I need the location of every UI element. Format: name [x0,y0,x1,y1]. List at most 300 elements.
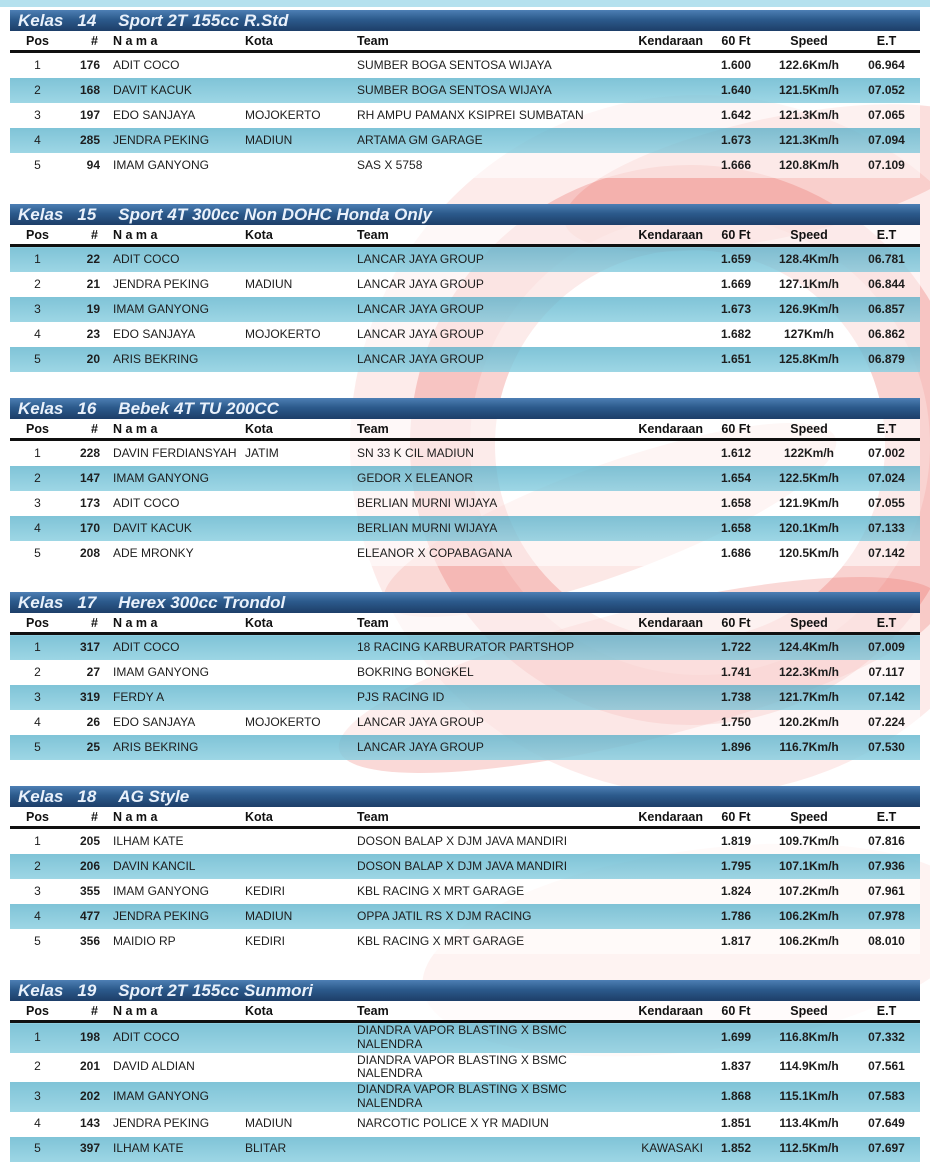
number-cell: 355 [65,879,113,904]
number-cell: 198 [65,1022,113,1053]
60ft-cell: 1.868 [707,1082,765,1112]
speed-cell: 122.5Km/h [765,466,853,491]
speed-cell: 115.1Km/h [765,1082,853,1112]
team-cell: KBL RACING X MRT GARAGE [357,929,607,954]
60ft-cell: 1.851 [707,1112,765,1137]
column-header: Speed [765,31,853,52]
et-cell: 07.816 [853,828,920,855]
vehicle-cell [607,710,707,735]
column-header: # [65,613,113,634]
column-header: 60 Ft [707,31,765,52]
team-cell: DIANDRA VAPOR BLASTING X BSMC NALENDRA [357,1022,607,1053]
class-title: Bebek 4T TU 200CC [118,399,279,418]
vehicle-cell: KAWASAKI [607,1137,707,1162]
pos-cell: 4 [10,1112,65,1137]
vehicle-cell [607,516,707,541]
pos-cell: 3 [10,297,65,322]
speed-cell: 124.4Km/h [765,634,853,661]
pos-cell: 5 [10,929,65,954]
city-cell [245,52,357,79]
pos-cell: 2 [10,78,65,103]
city-cell [245,660,357,685]
result-row [10,1137,920,1162]
vehicle-cell [607,246,707,273]
name-cell: JENDRA PEKING [113,1112,245,1137]
column-header: Speed [765,225,853,246]
pos-cell: 5 [10,153,65,178]
column-header: Pos [10,225,65,246]
column-header: E.T [853,419,920,440]
et-cell: 07.024 [853,466,920,491]
column-header: Speed [765,1001,853,1022]
column-header-row [10,419,920,440]
number-cell: 356 [65,929,113,954]
speed-cell: 116.8Km/h [765,1022,853,1053]
speed-cell: 120.8Km/h [765,153,853,178]
class-header-bar [10,204,920,225]
number-cell: 397 [65,1137,113,1162]
pos-cell: 2 [10,1053,65,1083]
result-row [10,153,920,178]
number-cell: 20 [65,347,113,372]
team-cell: DOSON BALAP X DJM JAVA MANDIRI [357,854,607,879]
city-cell: MADIUN [245,128,357,153]
column-header: Kendaraan [607,31,707,52]
pos-cell: 2 [10,854,65,879]
column-header: Kendaraan [607,225,707,246]
class-header-bar [10,592,920,613]
result-row [10,735,920,760]
city-cell [245,685,357,710]
column-header-row [10,225,920,246]
number-cell: 197 [65,103,113,128]
name-cell: IMAM GANYONG [113,660,245,685]
result-row [10,634,920,661]
team-cell: GEDOR X ELEANOR [357,466,607,491]
speed-cell: 121.3Km/h [765,128,853,153]
class-header-bar [10,398,920,419]
vehicle-cell [607,103,707,128]
city-cell [245,541,357,566]
team-cell: LANCAR JAYA GROUP [357,347,607,372]
team-cell: DOSON BALAP X DJM JAVA MANDIRI [357,828,607,855]
name-cell: FERDY A [113,685,245,710]
pos-cell: 4 [10,322,65,347]
column-header: E.T [853,1001,920,1022]
number-cell: 477 [65,904,113,929]
column-header: Kota [245,613,357,634]
60ft-cell: 1.686 [707,541,765,566]
city-cell [245,491,357,516]
pos-cell: 3 [10,103,65,128]
speed-cell: 122.3Km/h [765,660,853,685]
column-header: Kota [245,1001,357,1022]
pos-cell: 3 [10,685,65,710]
60ft-cell: 1.699 [707,1022,765,1053]
name-cell: ILHAM KATE [113,1137,245,1162]
column-header: Kota [245,225,357,246]
number-cell: 25 [65,735,113,760]
vehicle-cell [607,904,707,929]
team-cell: PJS RACING ID [357,685,607,710]
city-cell [245,246,357,273]
name-cell: IMAM GANYONG [113,297,245,322]
vehicle-cell [607,272,707,297]
result-row [10,929,920,954]
60ft-cell: 1.722 [707,634,765,661]
60ft-cell: 1.600 [707,52,765,79]
et-cell: 06.879 [853,347,920,372]
name-cell: ADIT COCO [113,634,245,661]
number-cell: 317 [65,634,113,661]
name-cell: JENDRA PEKING [113,904,245,929]
column-header: # [65,807,113,828]
city-cell [245,78,357,103]
et-cell: 07.961 [853,879,920,904]
et-cell: 07.332 [853,1022,920,1053]
name-cell: EDO SANJAYA [113,710,245,735]
class-results-table [10,980,920,1162]
class-title: Sport 2T 155cc Sunmori [118,981,313,1000]
city-cell: MADIUN [245,904,357,929]
speed-cell: 122Km/h [765,440,853,467]
number-cell: 23 [65,322,113,347]
vehicle-cell [607,322,707,347]
results-grid [10,419,920,566]
vehicle-cell [607,347,707,372]
city-cell: MOJOKERTO [245,103,357,128]
class-header-bar [10,980,920,1001]
et-cell: 06.862 [853,322,920,347]
column-header: Team [357,1001,607,1022]
et-cell: 07.936 [853,854,920,879]
column-header: Kota [245,419,357,440]
name-cell: IMAM GANYONG [113,879,245,904]
results-grid [10,613,920,760]
column-header: 60 Ft [707,419,765,440]
name-cell: IMAM GANYONG [113,1082,245,1112]
class-title: AG Style [118,787,190,806]
pos-cell: 1 [10,246,65,273]
column-header: Pos [10,807,65,828]
vehicle-cell [607,660,707,685]
vehicle-cell [607,828,707,855]
team-cell: SN 33 K CIL MADIUN [357,440,607,467]
team-cell: LANCAR JAYA GROUP [357,322,607,347]
et-cell: 07.055 [853,491,920,516]
column-header-row [10,613,920,634]
column-header: Pos [10,613,65,634]
result-row [10,1022,920,1053]
column-header: E.T [853,31,920,52]
speed-cell: 107.2Km/h [765,879,853,904]
result-row [10,879,920,904]
column-header-row [10,807,920,828]
column-header: N a m a [113,31,245,52]
city-cell [245,828,357,855]
number-cell: 170 [65,516,113,541]
column-header: 60 Ft [707,807,765,828]
team-cell: DIANDRA VAPOR BLASTING X BSMC NALENDRA [357,1053,607,1083]
number-cell: 26 [65,710,113,735]
speed-cell: 106.2Km/h [765,904,853,929]
city-cell: MADIUN [245,1112,357,1137]
result-row [10,246,920,273]
number-cell: 319 [65,685,113,710]
result-row [10,52,920,79]
name-cell: DAVID ALDIAN [113,1053,245,1083]
city-cell: BLITAR [245,1137,357,1162]
team-cell: OPPA JATIL RS X DJM RACING [357,904,607,929]
et-cell: 07.530 [853,735,920,760]
team-cell [357,1137,607,1162]
team-cell: LANCAR JAYA GROUP [357,246,607,273]
et-cell: 06.964 [853,52,920,79]
name-cell: MAIDIO RP [113,929,245,954]
speed-cell: 127Km/h [765,322,853,347]
column-header: N a m a [113,613,245,634]
name-cell: ARIS BEKRING [113,735,245,760]
name-cell: ADE MRONKY [113,541,245,566]
class-label: Kelas [18,11,64,30]
column-header: Pos [10,419,65,440]
et-cell: 06.857 [853,297,920,322]
column-header: Kota [245,31,357,52]
60ft-cell: 1.824 [707,879,765,904]
pos-cell: 5 [10,1137,65,1162]
number-cell: 202 [65,1082,113,1112]
result-row [10,854,920,879]
name-cell: IMAM GANYONG [113,153,245,178]
speed-cell: 116.7Km/h [765,735,853,760]
pos-cell: 3 [10,491,65,516]
name-cell: DAVIT KACUK [113,78,245,103]
column-header: Kendaraan [607,807,707,828]
vehicle-cell [607,1053,707,1083]
60ft-cell: 1.659 [707,246,765,273]
team-cell: NARCOTIC POLICE X YR MADIUN [357,1112,607,1137]
speed-cell: 125.8Km/h [765,347,853,372]
number-cell: 22 [65,246,113,273]
60ft-cell: 1.682 [707,322,765,347]
name-cell: IMAM GANYONG [113,466,245,491]
pos-cell: 4 [10,710,65,735]
results-grid [10,225,920,372]
result-row [10,440,920,467]
et-cell: 07.133 [853,516,920,541]
team-cell: LANCAR JAYA GROUP [357,272,607,297]
number-cell: 205 [65,828,113,855]
class-results-table [10,592,920,760]
speed-cell: 121.7Km/h [765,685,853,710]
city-cell: MOJOKERTO [245,710,357,735]
et-cell: 07.109 [853,153,920,178]
name-cell: ARIS BEKRING [113,347,245,372]
result-row [10,272,920,297]
team-cell: KBL RACING X MRT GARAGE [357,879,607,904]
column-header: Team [357,31,607,52]
speed-cell: 113.4Km/h [765,1112,853,1137]
number-cell: 94 [65,153,113,178]
result-row [10,347,920,372]
vehicle-cell [607,929,707,954]
result-row [10,78,920,103]
class-label: Kelas [18,787,64,806]
city-cell [245,854,357,879]
vehicle-cell [607,466,707,491]
name-cell: DAVIN FERDIANSYAH [113,440,245,467]
city-cell [245,1022,357,1053]
et-cell: 07.224 [853,710,920,735]
class-title: Sport 4T 300cc Non DOHC Honda Only [118,205,432,224]
60ft-cell: 1.741 [707,660,765,685]
60ft-cell: 1.673 [707,128,765,153]
60ft-cell: 1.738 [707,685,765,710]
result-row [10,128,920,153]
column-header: E.T [853,807,920,828]
results-grid [10,807,920,954]
et-cell: 07.583 [853,1082,920,1112]
number-cell: 201 [65,1053,113,1083]
result-row [10,1082,920,1112]
60ft-cell: 1.654 [707,466,765,491]
speed-cell: 120.2Km/h [765,710,853,735]
column-header: Speed [765,807,853,828]
number-cell: 143 [65,1112,113,1137]
vehicle-cell [607,854,707,879]
vehicle-cell [607,153,707,178]
60ft-cell: 1.817 [707,929,765,954]
60ft-cell: 1.640 [707,78,765,103]
result-row [10,1053,920,1083]
pos-cell: 5 [10,735,65,760]
vehicle-cell [607,735,707,760]
team-cell: LANCAR JAYA GROUP [357,297,607,322]
team-cell: LANCAR JAYA GROUP [357,710,607,735]
60ft-cell: 1.750 [707,710,765,735]
name-cell: DAVIT KACUK [113,516,245,541]
vehicle-cell [607,685,707,710]
et-cell: 07.142 [853,685,920,710]
column-header: Speed [765,613,853,634]
et-cell: 07.002 [853,440,920,467]
number-cell: 176 [65,52,113,79]
et-cell: 07.065 [853,103,920,128]
column-header: # [65,225,113,246]
class-label: Kelas [18,399,64,418]
column-header-row [10,1001,920,1022]
column-header: E.T [853,225,920,246]
number-cell: 168 [65,78,113,103]
number-cell: 173 [65,491,113,516]
class-header-bar [10,786,920,807]
column-header: N a m a [113,225,245,246]
team-cell: LANCAR JAYA GROUP [357,735,607,760]
city-cell: KEDIRI [245,929,357,954]
results-grid [10,1001,920,1162]
vehicle-cell [607,1022,707,1053]
result-row [10,660,920,685]
result-row [10,466,920,491]
name-cell: JENDRA PEKING [113,128,245,153]
name-cell: DAVIN KANCIL [113,854,245,879]
et-cell: 07.561 [853,1053,920,1083]
60ft-cell: 1.819 [707,828,765,855]
pos-cell: 2 [10,272,65,297]
column-header: 60 Ft [707,613,765,634]
vehicle-cell [607,440,707,467]
team-cell: RH AMPU PAMANX KSIPREI SUMBATAN [357,103,607,128]
result-row [10,491,920,516]
name-cell: JENDRA PEKING [113,272,245,297]
60ft-cell: 1.669 [707,272,765,297]
60ft-cell: 1.612 [707,440,765,467]
column-header-row [10,31,920,52]
pos-cell: 4 [10,516,65,541]
number-cell: 147 [65,466,113,491]
vehicle-cell [607,297,707,322]
city-cell [245,516,357,541]
result-row [10,297,920,322]
vehicle-cell [607,128,707,153]
number-cell: 21 [65,272,113,297]
class-number: 17 [77,593,97,612]
column-header: Pos [10,1001,65,1022]
team-cell: 18 RACING KARBURATOR PARTSHOP [357,634,607,661]
pos-cell: 4 [10,904,65,929]
name-cell: ADIT COCO [113,491,245,516]
pos-cell: 5 [10,347,65,372]
speed-cell: 107.1Km/h [765,854,853,879]
class-number: 14 [77,11,97,30]
result-row [10,710,920,735]
result-row [10,516,920,541]
class-title: Sport 2T 155cc R.Std [118,11,289,30]
class-label: Kelas [18,593,64,612]
et-cell: 07.052 [853,78,920,103]
speed-cell: 121.5Km/h [765,78,853,103]
speed-cell: 114.9Km/h [765,1053,853,1083]
column-header: Kendaraan [607,419,707,440]
60ft-cell: 1.896 [707,735,765,760]
column-header: N a m a [113,1001,245,1022]
speed-cell: 112.5Km/h [765,1137,853,1162]
team-cell: BOKRING BONGKEL [357,660,607,685]
column-header: Team [357,419,607,440]
column-header: Speed [765,419,853,440]
name-cell: ADIT COCO [113,52,245,79]
name-cell: EDO SANJAYA [113,103,245,128]
speed-cell: 126.9Km/h [765,297,853,322]
speed-cell: 109.7Km/h [765,828,853,855]
team-cell: ARTAMA GM GARAGE [357,128,607,153]
pos-cell: 1 [10,634,65,661]
60ft-cell: 1.642 [707,103,765,128]
60ft-cell: 1.786 [707,904,765,929]
60ft-cell: 1.658 [707,491,765,516]
class-results-table [10,10,920,178]
result-row [10,828,920,855]
city-cell [245,297,357,322]
class-number: 15 [77,205,97,224]
et-cell: 07.009 [853,634,920,661]
class-number: 16 [77,399,97,418]
city-cell: JATIM [245,440,357,467]
city-cell [245,153,357,178]
previous-row-remnant-strip [0,0,930,7]
team-cell: SUMBER BOGA SENTOSA WIJAYA [357,52,607,79]
city-cell [245,735,357,760]
